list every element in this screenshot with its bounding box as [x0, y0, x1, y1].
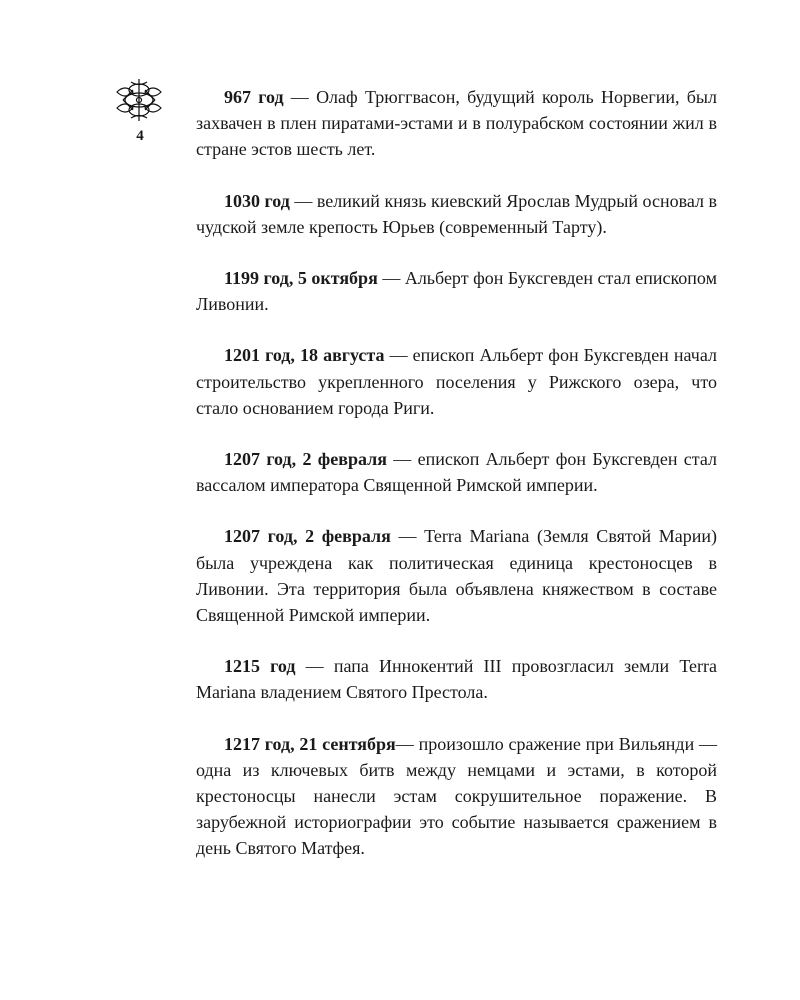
chronicle-entry [196, 731, 717, 862]
entry-separator: — [295, 656, 334, 677]
entry-text: Terra Mariana (Земля Святой Марии) была учреждена как политическая единица крестоносцев в Ливонии. Эта территория была объявлена княжеством в составе Священной Римской империи. [196, 526, 717, 626]
entry-separator: — [377, 268, 405, 289]
entry-text: Олаф Трюггвасон, будущий король Норвегии, был захвачен в плен пиратами-эстами и в полурабском состоянии жил в стране эстов шесть лет. [196, 87, 718, 160]
entry-date: 1207 год, 2 февраля [224, 449, 387, 470]
entry-separator: — [289, 190, 317, 211]
chronicle-entry [196, 84, 717, 163]
entry-text: произошло сражение при Вильянди — одна из ключевых битв между немцами и эстами, в которой крестоносцы нанесли эстам сокрушительное поражение. В зарубежной историографии это событие называется сражением в день Святого Матфея. [196, 733, 717, 859]
page-number: 4 [136, 128, 144, 144]
celtic-knot-ornament-icon [113, 78, 165, 122]
entry-date: 1199 год, 5 октября [224, 268, 378, 289]
chronicle-entry [196, 523, 717, 628]
entry-separator: — [283, 87, 317, 107]
entry-text: епископ Альберт фон Буксгевден начал строительство укрепленного поселения у Рижского озера, что стало основанием города Риги. [196, 345, 717, 418]
chronicle-entry [196, 188, 717, 240]
entry-date: 1217 год, 21 сентября [224, 733, 396, 754]
entry-date: 967 год [224, 87, 284, 107]
chronicle-entry [196, 446, 717, 498]
chronicle-entry [196, 653, 717, 705]
entry-date: 1201 год, 18 августа [224, 345, 385, 366]
document-body [196, 84, 717, 887]
entry-text: Альберт фон Буксгевден стал епископом Ливонии. [196, 268, 717, 315]
entry-date: 1207 год, 2 февраля [224, 526, 391, 547]
entry-text: папа Иннокентий III провозгласил земли Terra Mariana владением Святого Престола. [196, 656, 718, 703]
entry-text: великий князь киевский Ярослав Мудрый основал в чудской земле крепость Юрьев (современный Тарту). [196, 190, 718, 237]
entry-text: епископ Альберт фон Буксгевден стал вассалом императора Священной Римской империи. [196, 449, 718, 496]
entry-date: 1215 год [224, 656, 296, 677]
entry-separator: — [390, 526, 425, 547]
entry-separator: — [386, 449, 418, 470]
entry-separator: — [384, 345, 413, 366]
chronicle-entry [196, 342, 717, 421]
entry-separator: — [395, 733, 419, 754]
entry-date: 1030 год [224, 190, 290, 211]
chronicle-entry [196, 265, 717, 317]
